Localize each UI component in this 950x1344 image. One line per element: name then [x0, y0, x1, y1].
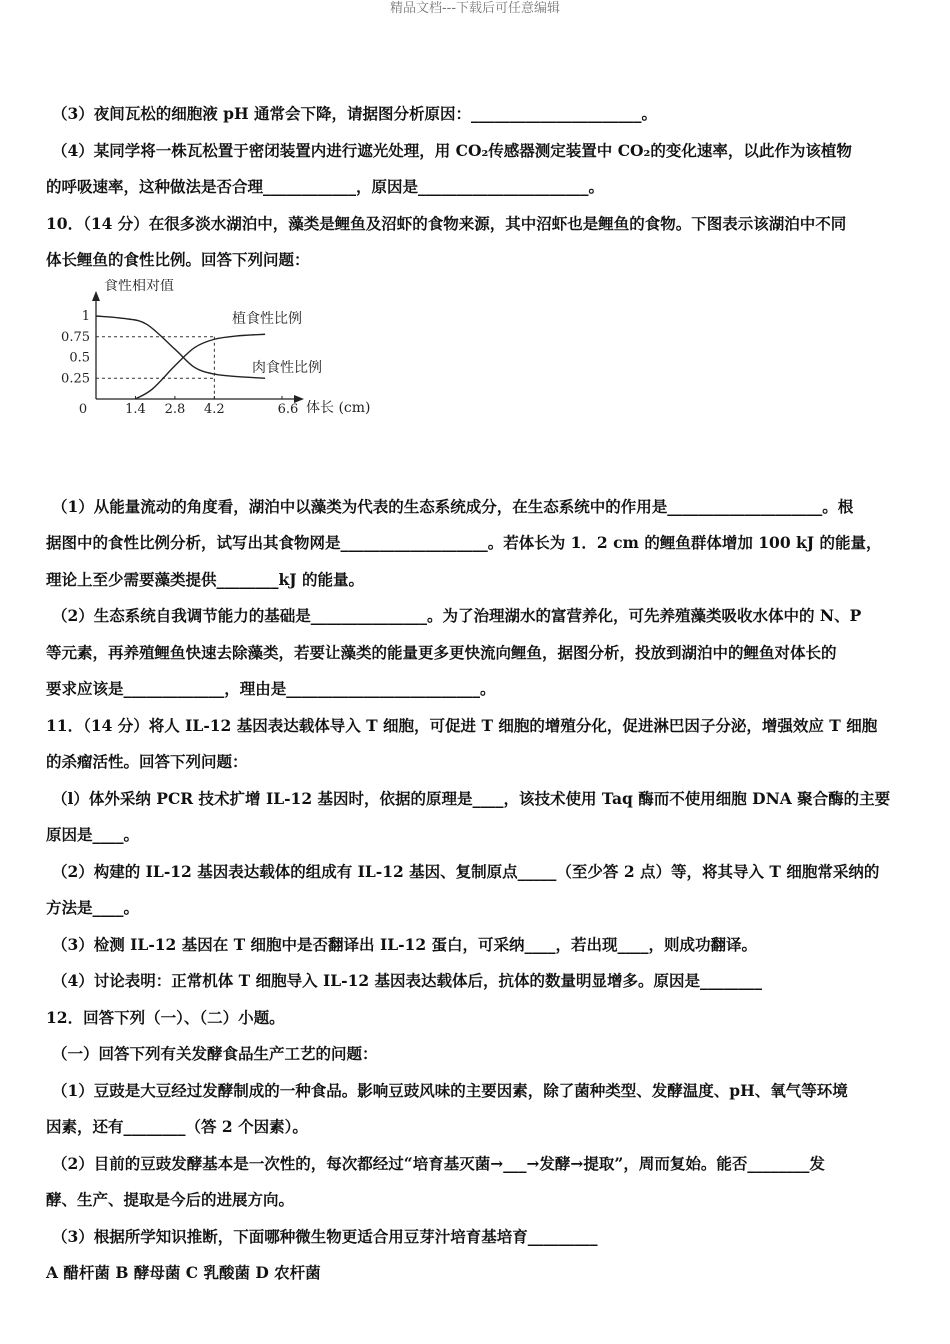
text-line: 要求应该是_____________，理由是_________________________。: [46, 679, 496, 698]
x-tick-label: 1.4: [125, 401, 146, 417]
question-10-heading: 10．（14 分）在很多淡水湖泊中，藻类是鲤鱼及沼虾的食物来源，其中沼虾也是鲤鱼的食物。下图表示该湖泊中不同: [46, 213, 847, 233]
text-line: 因素，还有________（答 2 个因素）。: [46, 1117, 308, 1136]
series-label-carnivory: 肉食性比例: [252, 359, 322, 376]
text-line: 理论上至少需要藻类提供________kJ 的能量。: [46, 569, 364, 589]
text-line: （2）目前的豆豉发酵基本是一次性的，每次都经过“培育基灭菌→___→发酵→提取”，周而复始。能否________发: [52, 1153, 825, 1173]
x-tick-label: 2.8: [164, 401, 186, 417]
text-line: （1）豆豉是大豆经过发酵制成的一种食品。影响豆豉风味的主要因素，除了菌种类型、发酵温度、pH、氧气等环境: [52, 1080, 848, 1100]
y-axis-arrow: [92, 291, 100, 301]
chart-svg: [56, 279, 376, 479]
y-tick-label: 0.75: [61, 329, 90, 345]
series-label-herbivory: 植食性比例: [232, 310, 302, 327]
text-line: 体长鲤鱼的食性比例。回答下列问题：: [46, 250, 310, 269]
text-line: （3）根据所学知识推断，下面哪种微生物更适合用豆芽汁培育基培育_________: [52, 1226, 598, 1246]
answer-options: A 醋杆菌 B 酵母菌 C 乳酸菌 D 农杆菌: [46, 1263, 321, 1282]
series-line-herbivory: [135, 334, 265, 399]
x-axis-label: 体长 (cm): [306, 399, 371, 416]
text-line: （一）回答下列有关发酵食品生产工艺的问题：: [52, 1044, 378, 1063]
text-line: 的呼吸速率，这种做法是否合理____________，原因是______________________。: [46, 177, 605, 196]
question-12-heading: 12．回答下列（一）、（二）小题。: [46, 1007, 285, 1027]
text-line: 的杀瘤活性。回答下列问题：: [46, 752, 248, 771]
text-line: （3）检测 IL-12 基因在 T 细胞中是否翻译出 IL-12 蛋白，可采纳____，若出现____，则成功翻译。: [52, 934, 758, 954]
text-line: （4）某同学将一株瓦松置于密闭装置内进行遮光处理，用 CO₂传感器测定装置中 CO₂的变化速率，以此作为该植物: [52, 140, 852, 160]
text-line: 原因是____。: [46, 825, 140, 844]
text-line: （2）构建的 IL-12 基因表达载体的组成有 IL-12 基因、复制原点_____（至少答 2 点）等，将其导入 T 细胞常采纳的: [52, 861, 880, 881]
x-tick-label: 0: [78, 401, 88, 417]
question-11-heading: 11．（14 分）将人 IL-12 基因表达载体导入 T 细胞，可促进 T 细胞的增殖分化，促进淋巴因子分泌，增强效应 T 细胞: [46, 715, 878, 735]
text-line: 酵、生产、提取是今后的进展方向。: [46, 1190, 295, 1209]
text-line: 方法是____。: [46, 898, 140, 917]
text-line: （4）讨论表明：正常机体 T 细胞导入 IL-12 基因表达载体后，抗体的数量明显增多。原因是________: [52, 971, 763, 990]
text-line: （2）生态系统自我调节能力的基础是_______________。为了治理湖水的富营养化，可先养殖藻类吸收水体中的 N、P: [52, 606, 862, 625]
text-line: 等元素，再养殖鲤鱼快速去除藻类，若要让藻类的能量更多更快流向鲤鱼，据图分析，投放到湖泊中的鲤鱼对体长的: [46, 642, 837, 662]
x-tick-label: 6.6: [277, 401, 299, 417]
y-tick-label: 0.5: [69, 350, 90, 365]
text-line: （3）夜间瓦松的细胞液 pH 通常会下降，请据图分析原因：______________________。: [52, 104, 658, 123]
page-watermark: 精品文档---下载后可任意编辑: [389, 1, 561, 16]
diet-ratio-chart: [46, 279, 904, 489]
text-line: （1）从能量流动的角度看，湖泊中以藻类为代表的生态系统成分，在生态系统中的作用是____________________。根: [52, 496, 854, 516]
y-tick-label: 0.25: [61, 370, 90, 386]
x-tick-label: 4.2: [204, 401, 225, 417]
y-axis-label: 食性相对值: [104, 278, 174, 294]
text-line: （l）体外采纳 PCR 技术扩增 IL-12 基因时，依据的原理是____，该技术使用 Taq 酶而不使用细胞 DNA 聚合酶的主要: [52, 788, 891, 808]
text-line: 据图中的食性比例分析，试写出其食物网是___________________。若体长为 1．2 cm 的鲤鱼群体增加 100 kJ 的能量，: [46, 533, 882, 552]
document-page: [46, 96, 904, 1292]
y-tick-label: 1: [81, 308, 90, 324]
